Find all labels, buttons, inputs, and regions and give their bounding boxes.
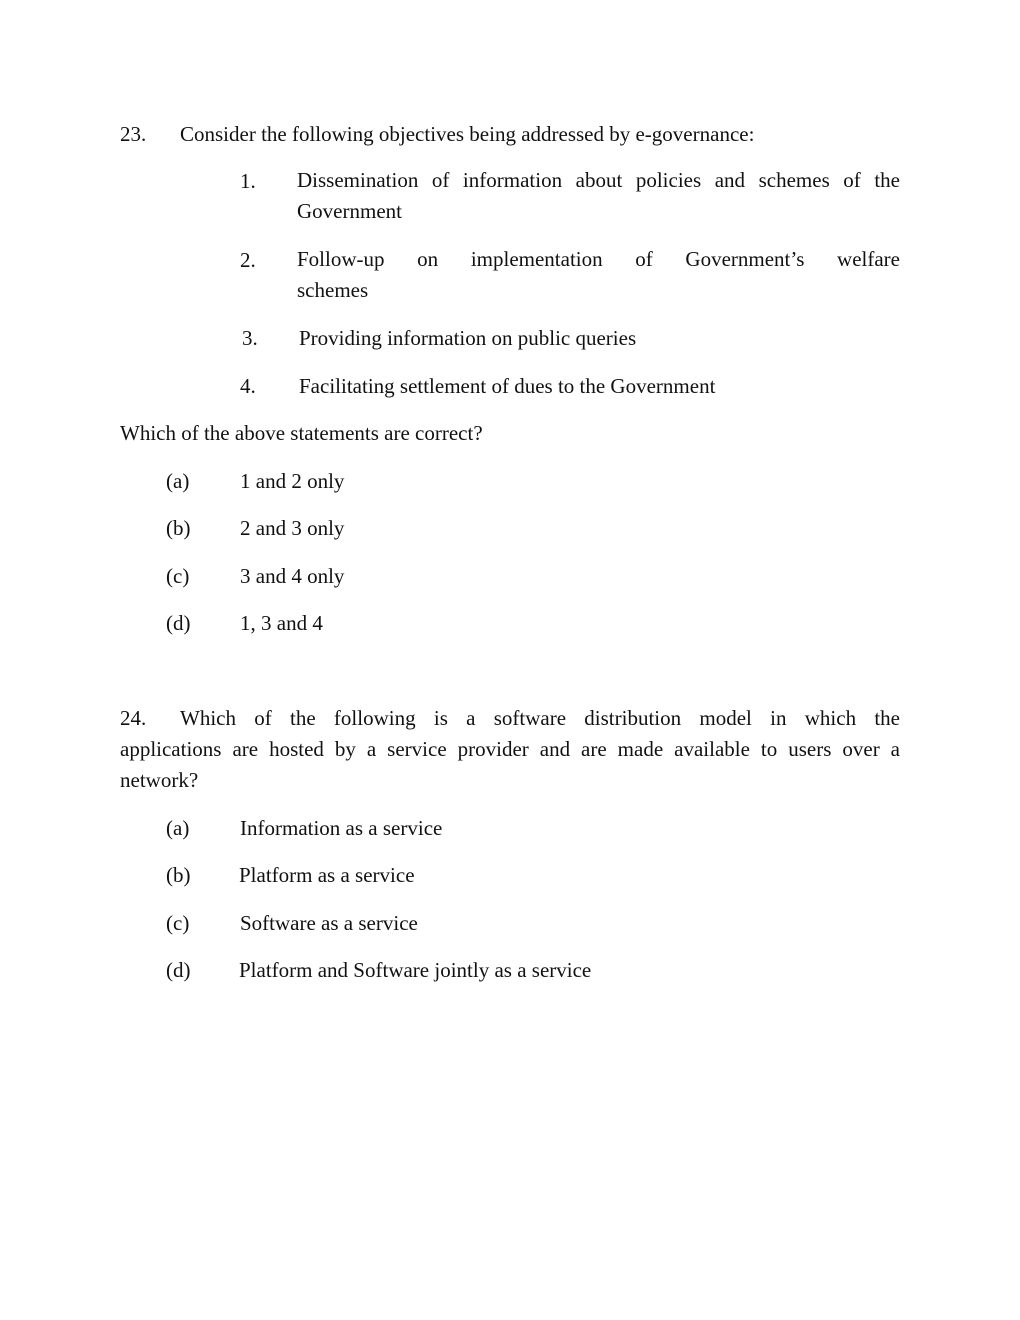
question-stem-line2: applications are hosted by a service provider and are made available to users over a	[120, 737, 900, 761]
question-stem-line3: network?	[120, 768, 199, 792]
question-number: 23.	[120, 122, 147, 146]
option-label: (b)	[166, 863, 191, 887]
option-text: 1, 3 and 4	[240, 611, 323, 635]
option-label: (a)	[166, 816, 190, 840]
option-label: (c)	[166, 911, 190, 935]
option-label: (d)	[166, 611, 191, 635]
question-number: 24.	[120, 706, 147, 730]
statement-text: Dissemination of information about policies and schemes of the Government	[297, 168, 900, 223]
statement-text: Facilitating settlement of dues to the Government	[299, 374, 716, 398]
option-label: (b)	[166, 516, 191, 540]
statement-number: 3.	[242, 326, 258, 350]
statement-number: 4.	[240, 374, 256, 398]
statement-text: Providing information on public queries	[299, 326, 637, 350]
option-label: (c)	[166, 564, 190, 588]
question-stem-line1: Which of the following is a software distribution model in which the	[180, 706, 900, 730]
statement-number: 1.	[240, 169, 256, 193]
option-label: (a)	[166, 469, 190, 493]
question-prompt: Which of the above statements are correct?	[120, 421, 483, 445]
option-text: Information as a service	[240, 816, 443, 840]
option-text: 1 and 2 only	[240, 469, 345, 493]
option-text: Platform as a service	[239, 863, 415, 887]
option-text: 3 and 4 only	[240, 564, 345, 588]
statement-text: Follow-up on implementation of Government’s welfare schemes	[297, 247, 900, 302]
option-label: (d)	[166, 958, 191, 982]
statement-number: 2.	[240, 248, 256, 272]
question-stem: Consider the following objectives being addressed by e-governance:	[180, 122, 755, 146]
option-text: Platform and Software jointly as a service	[239, 958, 592, 982]
option-text: Software as a service	[240, 911, 418, 935]
option-text: 2 and 3 only	[240, 516, 345, 540]
